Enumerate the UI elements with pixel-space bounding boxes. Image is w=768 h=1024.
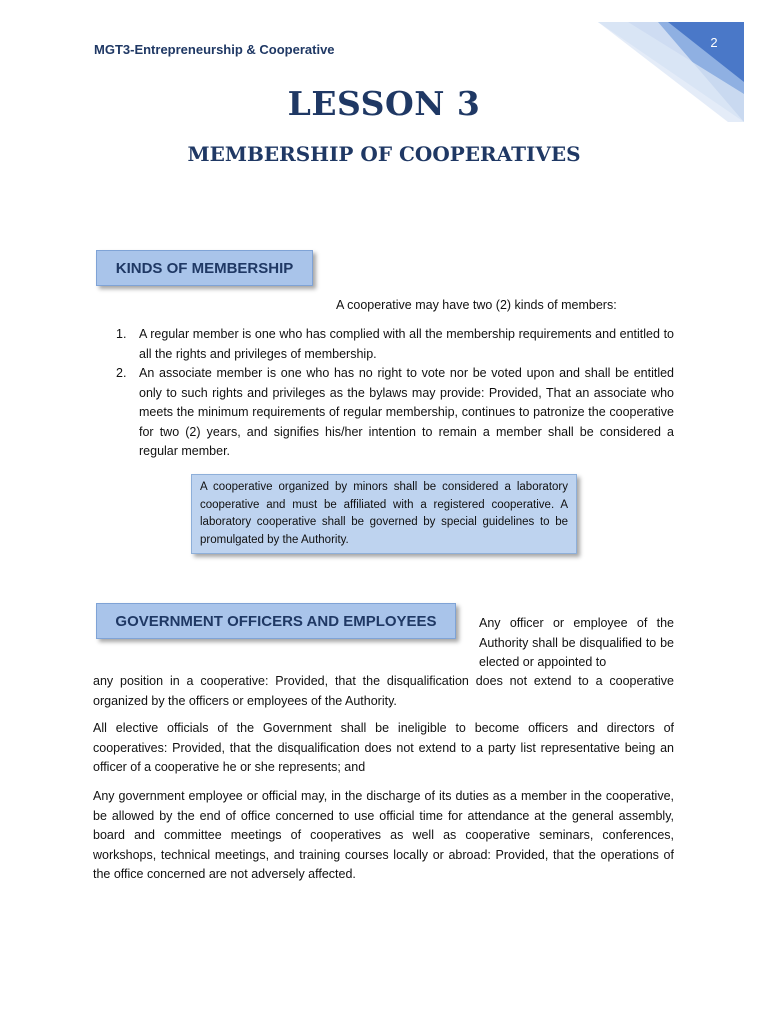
list-text: An associate member is one who has no right to vote nor be voted upon and shall be entitled only to such rights and privileges as the bylaws may provide: Provided, That an associate who meets the minimum requirements of regular membership, continues to patronize the cooperative for two (2) years, and signifies his/her intention to remain a member shall be considered a regular member. — [139, 366, 674, 458]
kinds-of-membership-heading — [96, 250, 313, 286]
list-item — [106, 325, 674, 364]
list-number: 2. — [116, 366, 127, 380]
government-officers-heading — [96, 603, 456, 639]
lesson-title: LESSON 3 — [287, 84, 481, 123]
list-item — [106, 364, 674, 462]
gov-paragraph-3: Any government employee or official may, in the discharge of its duties as a member in the cooperative, be allowed by the end of office concerned to use official time for attendance at the general assembly, board and committee meetings of cooperatives as well as cooperative seminars, conferences, workshops, technical meetings, and training courses locally or abroad: Provided, that the operations of the office concerned are not adversely affected. — [93, 789, 674, 881]
gov-paragraph-1-side: Any officer or employee of the Authority shall be disqualified to be elected or appointed to — [479, 616, 674, 669]
membership-list — [106, 325, 674, 462]
laboratory-cooperative-note: A cooperative organized by minors shall be considered a laboratory cooperative and must be affiliated with a registered cooperative. A laboratory cooperative shall be governed by special guidelines to be promulgated by the Authority. — [191, 474, 577, 554]
course-title: MGT3-Entrepreneurship & Cooperative — [94, 42, 335, 57]
lesson-subtitle: MEMBERSHIP OF COOPERATIVES — [187, 142, 581, 166]
heading-label: GOVERNMENT OFFICERS AND EMPLOYEES — [115, 612, 437, 630]
list-text: A regular member is one who has complied with all the membership requirements and entitled to all the rights and privileges of membership. — [139, 327, 674, 361]
heading-label: KINDS OF MEMBERSHIP — [115, 259, 294, 277]
gov-paragraph-1-continued: any position in a cooperative: Provided, that the disqualification does not extend to a cooperative organized by the officers or employees of the Authority. — [93, 674, 674, 708]
list-number: 1. — [116, 327, 127, 341]
page-number: 2 — [710, 35, 718, 50]
kinds-intro: A cooperative may have two (2) kinds of members: — [336, 298, 617, 312]
gov-paragraph-2: All elective officials of the Government shall be ineligible to become officers and directors of cooperatives: Provided, that the disqualification does not extend to a party list representative being an officer of a cooperative he or she represents; and — [93, 721, 674, 774]
